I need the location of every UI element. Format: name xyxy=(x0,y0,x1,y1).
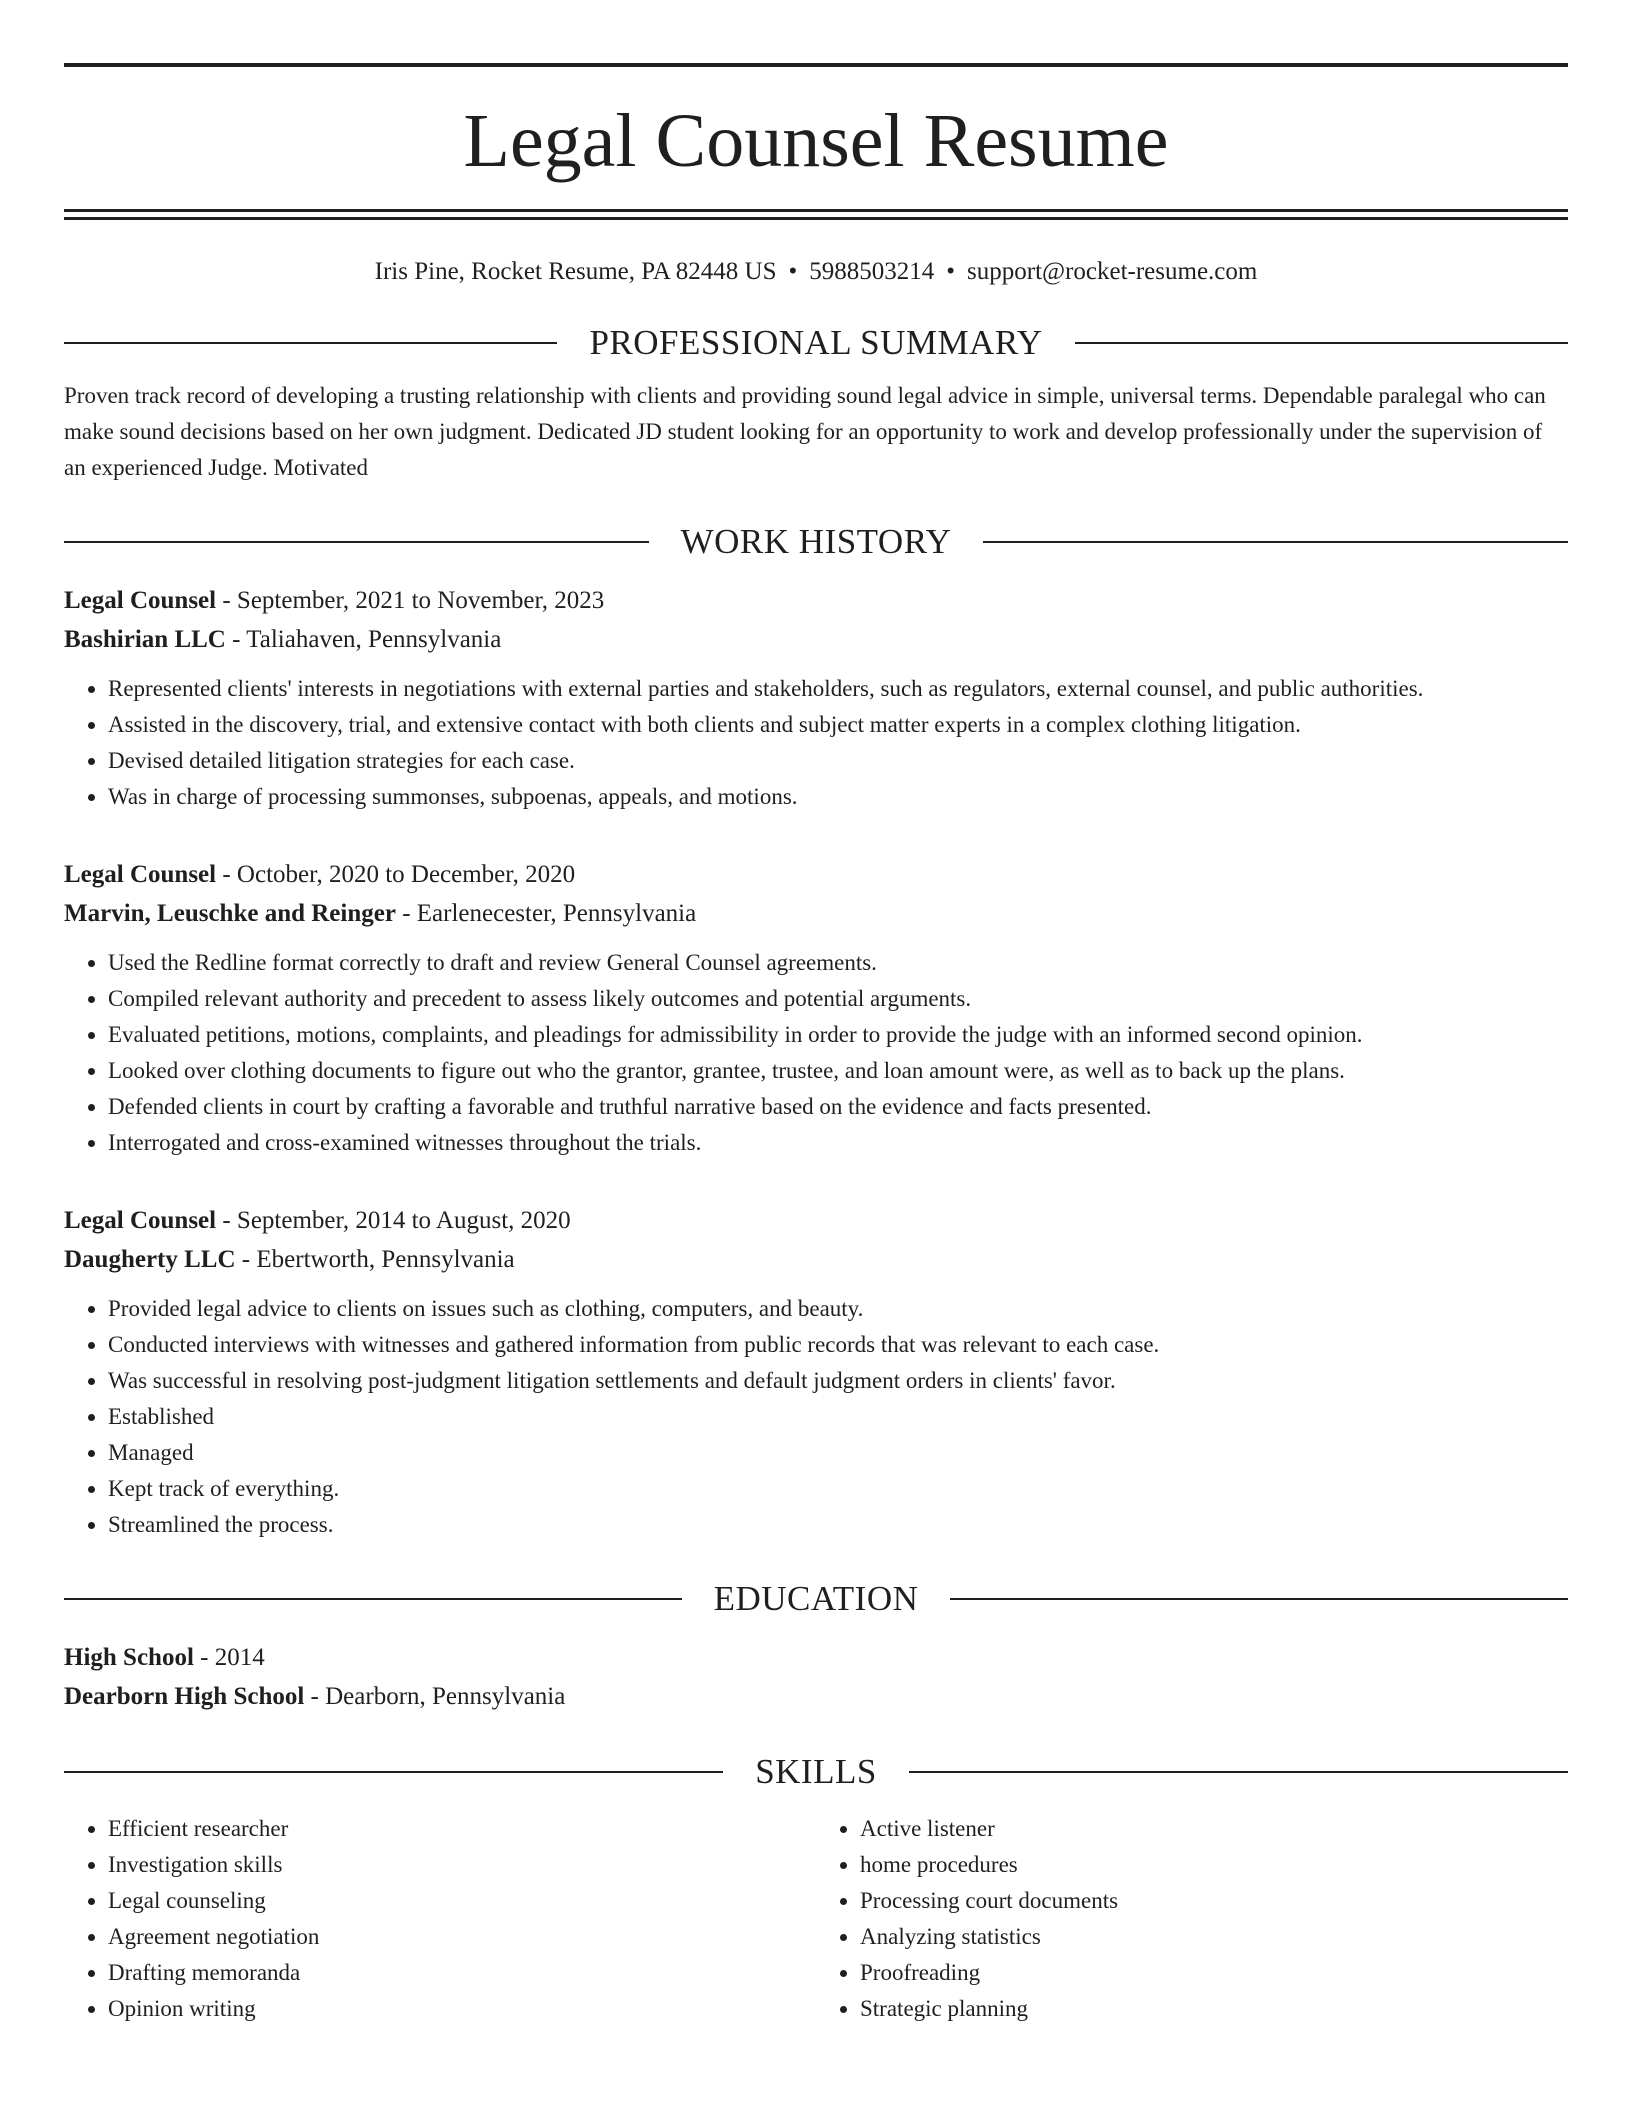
job-dates: - September, 2014 to August, 2020 xyxy=(216,1207,571,1234)
job-company-line xyxy=(64,1240,1568,1279)
section-title: WORK HISTORY xyxy=(680,522,952,561)
job-title: Legal Counsel xyxy=(64,587,217,614)
job-company: Bashirian LLC xyxy=(64,626,226,653)
job-title-line xyxy=(64,581,1568,620)
heading-rule xyxy=(64,1598,682,1600)
list-item: • Looked over clothing documents to figure out who the grantor, grantee, trustee, and loan amount were, as well as to back up the plans. xyxy=(108,1053,1568,1089)
skills-list-right xyxy=(816,1811,1568,2027)
skill-item: • Processing court documents xyxy=(860,1883,1568,1919)
skill-item: • Active listener xyxy=(860,1811,1568,1847)
list-item: • Established xyxy=(108,1399,1568,1435)
list-item: • Provided legal advice to clients on issues such as clothing, computers, and beauty. xyxy=(108,1291,1568,1327)
list-item: • Used the Redline format correctly to draft and review General Counsel agreements. xyxy=(108,945,1568,981)
skill-item: • Opinion writing xyxy=(108,1991,816,2027)
heading-rule xyxy=(983,541,1568,543)
education-degree: High School xyxy=(64,1644,194,1671)
job-company: Daugherty LLC xyxy=(64,1246,236,1273)
section-title: PROFESSIONAL SUMMARY xyxy=(589,323,1043,362)
job-entry xyxy=(64,1201,1568,1543)
contact-line xyxy=(64,257,1568,287)
job-dates: - September, 2021 to November, 2023 xyxy=(216,587,605,614)
job-entry xyxy=(64,581,1568,815)
job-entry xyxy=(64,855,1568,1161)
title-double-rule xyxy=(64,209,1568,220)
list-item: • Evaluated petitions, motions, complaints, and pleadings for admissibility in order to provide the judge with an informed second opinion. xyxy=(108,1017,1568,1053)
list-item: • Managed xyxy=(108,1435,1568,1471)
job-location: - Taliahaven, Pennsylvania xyxy=(225,626,502,653)
heading-rule xyxy=(950,1598,1568,1600)
education-entry xyxy=(64,1638,1568,1716)
contact-phone: 5988503214 xyxy=(809,258,935,285)
contact-separator: • xyxy=(946,258,956,285)
list-item: • Represented clients' interests in negotiations with external parties and stakeholders, such as regulators, external counsel, and public authorities. xyxy=(108,671,1568,707)
skills-list-left xyxy=(64,1811,816,2027)
skill-item: • Legal counseling xyxy=(108,1883,816,1919)
education-year: - 2014 xyxy=(193,1644,265,1671)
list-item: • Compiled relevant authority and precedent to assess likely outcomes and potential arguments. xyxy=(108,981,1568,1017)
resume-title: Legal Counsel Resume xyxy=(463,99,1169,183)
skill-item: • home procedures xyxy=(860,1847,1568,1883)
job-bullets xyxy=(64,671,1568,815)
list-item: • Defended clients in court by crafting a favorable and truthful narrative based on the evidence and facts presented. xyxy=(108,1089,1568,1125)
section-heading-skills xyxy=(64,1754,1568,1789)
list-item: • Kept track of everything. xyxy=(108,1471,1568,1507)
list-item: • Interrogated and cross-examined witnesses throughout the trials. xyxy=(108,1125,1568,1161)
top-rule xyxy=(64,63,1568,67)
job-company-line xyxy=(64,620,1568,659)
education-school-line xyxy=(64,1677,1568,1716)
list-item: • Was in charge of processing summonses, subpoenas, appeals, and motions. xyxy=(108,779,1568,815)
list-item: • Streamlined the process. xyxy=(108,1507,1568,1543)
education-degree-line xyxy=(64,1638,1568,1677)
job-title-line xyxy=(64,1201,1568,1240)
contact-address: Iris Pine, Rocket Resume, PA 82448 US xyxy=(374,258,777,285)
contact-separator: • xyxy=(788,258,798,285)
skills-grid xyxy=(64,1807,1568,2027)
section-heading-summary xyxy=(64,325,1568,360)
heading-rule xyxy=(1075,342,1568,344)
job-location: - Earlenecester, Pennsylvania xyxy=(395,900,697,927)
section-title: EDUCATION xyxy=(713,1579,919,1618)
job-title: Legal Counsel xyxy=(64,861,217,888)
job-title: Legal Counsel xyxy=(64,1207,217,1234)
skill-item: • Strategic planning xyxy=(860,1991,1568,2027)
section-heading-education xyxy=(64,1581,1568,1616)
heading-rule xyxy=(64,342,557,344)
job-company-line xyxy=(64,894,1568,933)
skill-item: • Analyzing statistics xyxy=(860,1919,1568,1955)
job-bullets xyxy=(64,1291,1568,1543)
job-company: Marvin, Leuschke and Reinger xyxy=(64,900,396,927)
summary-text: Proven track record of developing a trusting relationship with clients and providing sound legal advice in simple, universal terms. Dependable paralegal who can make sound decisions based on her own judgment. Dedicated JD student looking for an opportunity to work and develop professionally under the supervision of an experienced Judge. Motivated xyxy=(64,383,1546,480)
heading-rule xyxy=(909,1771,1568,1773)
heading-rule xyxy=(64,1771,723,1773)
contact-email: support@rocket-resume.com xyxy=(967,258,1258,285)
job-dates: - October, 2020 to December, 2020 xyxy=(216,861,576,888)
heading-rule xyxy=(64,541,649,543)
section-title: SKILLS xyxy=(755,1752,877,1791)
list-item: • Assisted in the discovery, trial, and extensive contact with both clients and subject matter experts in a complex clothing litigation. xyxy=(108,707,1568,743)
skill-item: • Proofreading xyxy=(860,1955,1568,1991)
job-bullets xyxy=(64,945,1568,1161)
job-location: - Ebertworth, Pennsylvania xyxy=(235,1246,515,1273)
skill-item: • Drafting memoranda xyxy=(108,1955,816,1991)
section-heading-work xyxy=(64,524,1568,559)
job-title-line xyxy=(64,855,1568,894)
list-item: • Devised detailed litigation strategies for each case. xyxy=(108,743,1568,779)
education-location: - Dearborn, Pennsylvania xyxy=(304,1683,566,1710)
list-item: • Conducted interviews with witnesses and gathered information from public records that was relevant to each case. xyxy=(108,1327,1568,1363)
list-item: • Was successful in resolving post-judgment litigation settlements and default judgment orders in clients' favor. xyxy=(108,1363,1568,1399)
resume-page xyxy=(64,0,1568,2027)
skill-item: • Agreement negotiation xyxy=(108,1919,816,1955)
skill-item: • Efficient researcher xyxy=(108,1811,816,1847)
education-school: Dearborn High School xyxy=(64,1683,305,1710)
skill-item: • Investigation skills xyxy=(108,1847,816,1883)
